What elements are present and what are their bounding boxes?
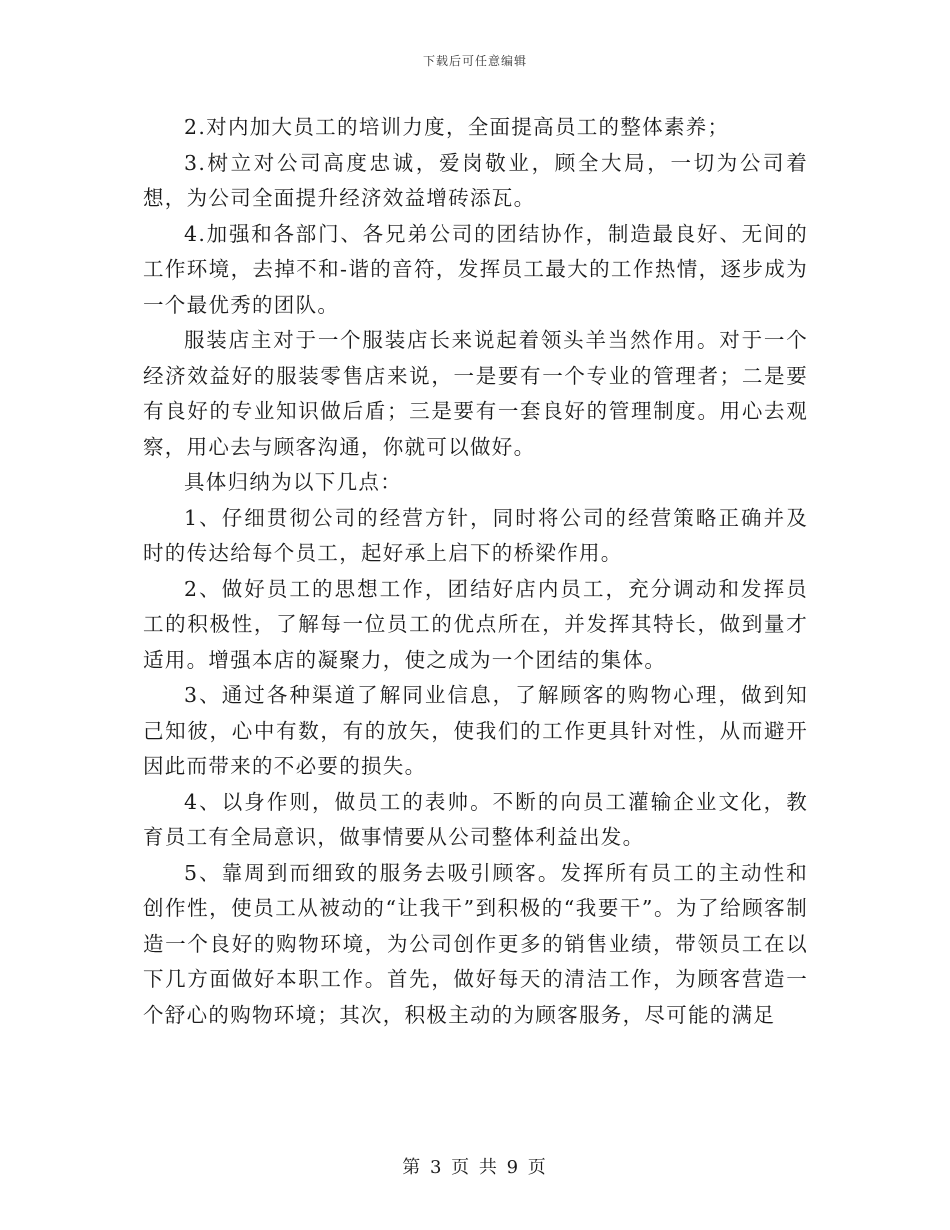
paragraph-item-2: 2.对内加大员工的培训力度，全面提高员工的整体素养； (184, 115, 730, 139)
paragraph-item-3: 3.树立对公司高度忠诚，爱岗敬业，顾全大局，一切为公司着想，为公司全面提升经济效益增砖添瓦。 (143, 150, 808, 210)
paragraph-point-4: 4、以身作则，做员工的表帅。不断的向员工灌输企业文化，教育员工有全局意识，做事情要从公司整体利益出发。 (143, 789, 808, 849)
paragraph-point-2: 2、做好员工的思想工作，团结好店内员工，充分调动和发挥员工的积极性，了解每一位员工的优点所在，并发挥其特长，做到量才适用。增强本店的凝聚力，使之成为一个团结的集体。 (143, 576, 808, 672)
paragraph-point-5: 5、靠周到而细致的服务去吸引顾客。发挥所有员工的主动性和创作性，使员工从被动的“让我干”到积极的“我要干”。为了给顾客制造一个良好的购物环境，为公司创作更多的销售业绩，带领员工在以下几方面做好本职工作。首先，做好每天的清洁工作，为顾客营造一个舒心的购物环境；其次，积极主动的为顾客服务，尽可能的满足 (143, 860, 808, 1027)
page-number-footer: 第 3 页 共 9 页 (402, 1157, 548, 1178)
paragraph-store-manager-role: 服装店主对于一个服装店长来说起着领头羊当然作用。对于一个经济效益好的服装零售店来说，一是要有一个专业的管理者；二是要有良好的专业知识做后盾；三是要有一套良好的管理制度。用心去观察，用心去与顾客沟通，你就可以做好。 (143, 328, 808, 459)
document-body (143, 110, 808, 1033)
paragraph-point-1: 1、仔细贯彻公司的经营方针，同时将公司的经营策略正确并及时的传达给每个员工，起好承上启下的桥梁作用。 (143, 505, 808, 565)
paragraph-point-3: 3、通过各种渠道了解同业信息，了解顾客的购物心理，做到知己知彼，心中有数，有的放矢，使我们的工作更具针对性，从而避开因此而带来的不必要的损失。 (143, 683, 808, 778)
page-header-note: 下载后可任意编辑 (422, 54, 527, 68)
paragraph-item-4: 4.加强和各部门、各兄弟公司的团结协作，制造最良好、无间的工作环境，去掉不和-谐的音符，发挥员工最大的工作热情，逐步成为一个最优秀的团队。 (143, 221, 808, 317)
paragraph-summary-intro: 具体归纳为以下几点： (184, 470, 402, 494)
